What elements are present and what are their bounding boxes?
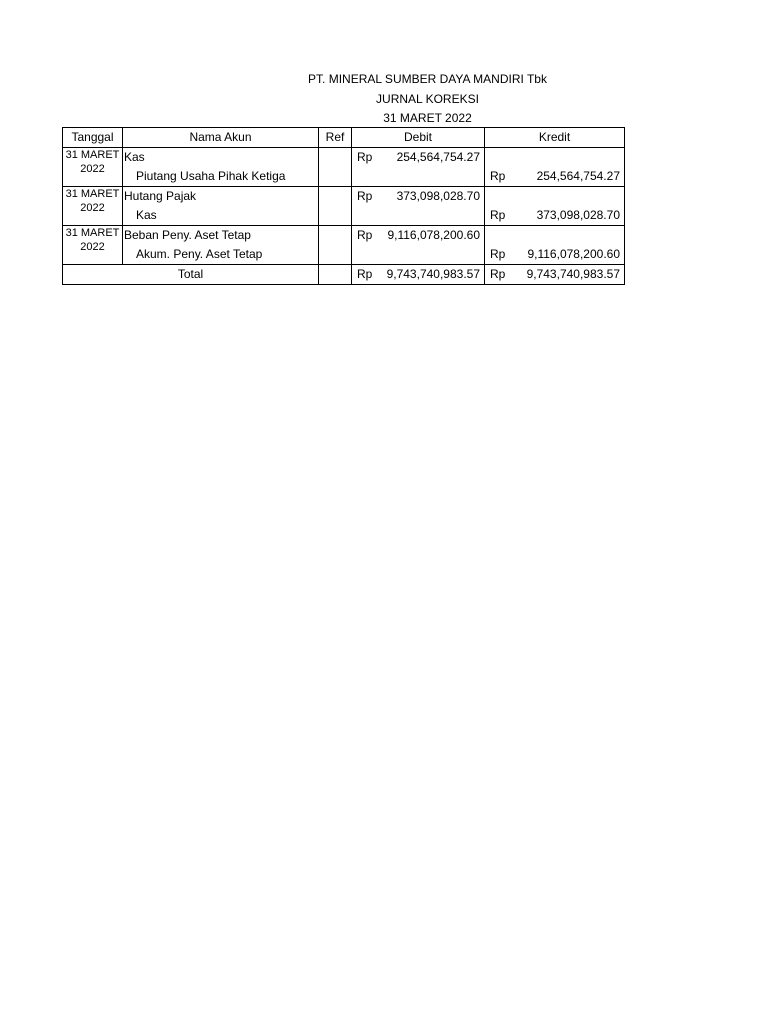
total-credit-currency: Rp: [490, 267, 506, 281]
total-row: [63, 265, 625, 285]
journal-table: [62, 127, 625, 285]
entry-date-line1: 31 MARET: [65, 227, 120, 239]
column-header-nama-akun: Nama Akun: [123, 128, 319, 148]
debit-account: Hutang Pajak: [124, 189, 197, 203]
entry-ref: [319, 187, 352, 226]
credit-amount: 254,564,754.27: [536, 169, 620, 183]
entry-credit: [485, 226, 625, 265]
company-name: PT. MINERAL SUMBER DAYA MANDIRI Tbk: [308, 72, 547, 86]
credit-account: Akum. Peny. Aset Tetap: [136, 247, 263, 261]
column-header-tanggal: Tanggal: [63, 128, 123, 148]
entry-ref: [319, 226, 352, 265]
column-header-ref: Ref: [319, 128, 352, 148]
entry-date: [63, 226, 123, 265]
entry-debit: [352, 226, 485, 265]
entry-credit: [485, 148, 625, 187]
credit-account: Kas: [136, 208, 157, 222]
entry-accounts: [123, 148, 319, 187]
column-header-kredit: Kredit: [485, 128, 625, 148]
entry-date-line2: 2022: [80, 202, 105, 214]
total-debit-currency: Rp: [357, 267, 373, 281]
debit-account: Beban Peny. Aset Tetap: [124, 228, 251, 242]
debit-account: Kas: [124, 150, 145, 164]
credit-amount: 9,116,078,200.60: [527, 247, 620, 261]
entry-ref: [319, 148, 352, 187]
table-row: [63, 187, 625, 226]
total-debit: [352, 265, 485, 285]
table-header-row: [63, 128, 625, 148]
debit-currency: Rp: [357, 150, 373, 164]
entry-debit: [352, 148, 485, 187]
debit-amount: 373,098,028.70: [396, 189, 480, 203]
debit-amount: 254,564,754.27: [396, 150, 480, 164]
debit-currency: Rp: [357, 228, 373, 242]
debit-currency: Rp: [357, 189, 373, 203]
credit-currency: Rp: [490, 208, 506, 222]
entry-date-line2: 2022: [80, 241, 105, 253]
entry-credit: [485, 187, 625, 226]
entry-date-line1: 31 MARET: [65, 149, 120, 161]
credit-currency: Rp: [490, 169, 506, 183]
total-debit-amount: 9,743,740,983.57: [386, 267, 480, 281]
entry-date: [63, 148, 123, 187]
entry-accounts: [123, 187, 319, 226]
entry-date: [63, 187, 123, 226]
column-header-debit: Debit: [352, 128, 485, 148]
total-credit: [485, 265, 625, 285]
entry-debit: [352, 187, 485, 226]
credit-currency: Rp: [490, 247, 506, 261]
credit-account: Piutang Usaha Pihak Ketiga: [136, 169, 286, 183]
table-row: [63, 226, 625, 265]
debit-amount: 9,116,078,200.60: [387, 228, 480, 242]
entry-date-line2: 2022: [80, 163, 105, 175]
total-credit-amount: 9,743,740,983.57: [526, 267, 620, 281]
total-label: Total: [63, 265, 319, 285]
entry-accounts: [123, 226, 319, 265]
document-title: JURNAL KOREKSI: [376, 91, 479, 106]
total-ref: [319, 265, 352, 285]
document-date: 31 MARET 2022: [383, 111, 472, 125]
table-row: [63, 148, 625, 187]
entry-date-line1: 31 MARET: [65, 188, 120, 200]
credit-amount: 373,098,028.70: [536, 208, 620, 222]
